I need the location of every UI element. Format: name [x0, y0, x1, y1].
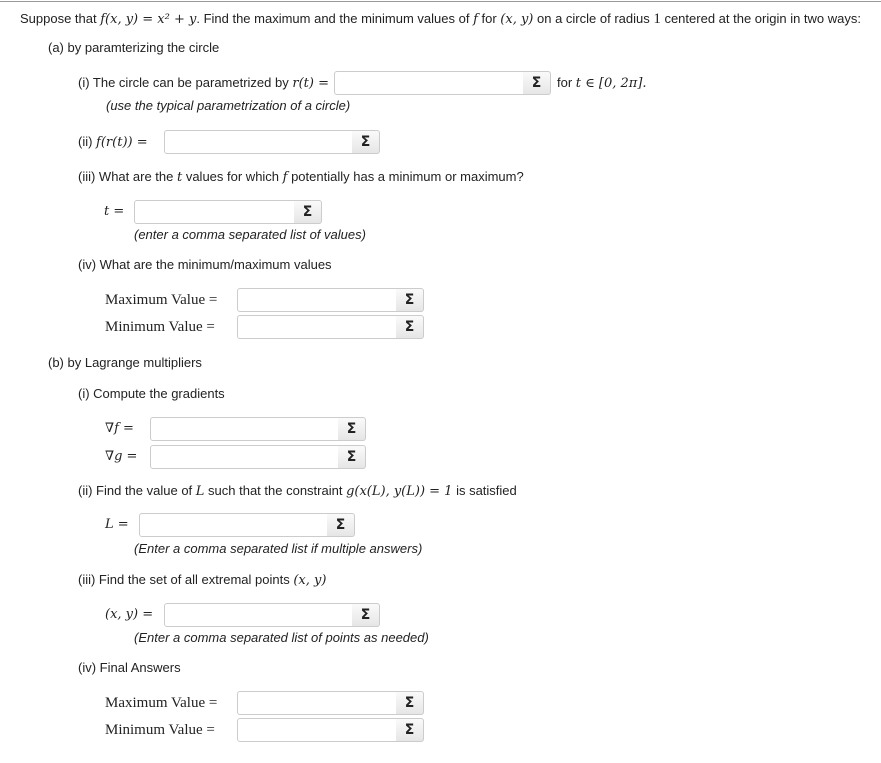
- sigma-button[interactable]: Σ: [338, 445, 366, 469]
- min-value-label: Minimum Value =: [105, 722, 215, 738]
- max-value-label: Maximum Value =: [105, 292, 218, 308]
- parametrization-input[interactable]: [334, 71, 524, 95]
- grad-g-label: ∇g =: [105, 449, 138, 464]
- sigma-button[interactable]: Σ: [523, 71, 551, 95]
- b-iii-hint: (Enter a comma separated list of points as needed): [134, 630, 429, 645]
- t-symbol: t: [176, 170, 183, 185]
- xy-symbol: (x, y): [500, 12, 534, 27]
- b-ii-question: [78, 482, 517, 501]
- t-equals-label: t =: [104, 204, 125, 219]
- a-ii-text: (ii): [78, 134, 97, 149]
- xy-math: (x, y): [293, 573, 327, 588]
- sigma-button[interactable]: Σ: [352, 130, 380, 154]
- q-text: (iii) Find the set of all extremal points: [78, 572, 294, 587]
- intro-text: . Find the maximum and the minimum values of: [196, 11, 474, 26]
- a-max-value-input[interactable]: [237, 288, 397, 312]
- max-value-label: Maximum Value =: [105, 695, 218, 711]
- q-text: potentially has a minimum or maximum?: [287, 169, 524, 184]
- xy-equals-label: (x, y) =: [105, 607, 154, 622]
- intro-text: Suppose that: [20, 11, 101, 26]
- a-i-label: [78, 74, 329, 93]
- sigma-button[interactable]: Σ: [294, 200, 322, 224]
- t-domain: [557, 74, 647, 93]
- f-of-r-input[interactable]: [164, 130, 353, 154]
- sigma-button[interactable]: Σ: [352, 603, 380, 627]
- intro-text: for: [477, 11, 501, 26]
- q-text: such that the constraint: [204, 483, 347, 498]
- q-text: (ii) Find the value of: [78, 483, 196, 498]
- part-b-title: (b) by Lagrange multipliers: [48, 355, 202, 370]
- sigma-button[interactable]: Σ: [396, 315, 424, 339]
- a-ii-math: f(r(t)) =: [96, 135, 148, 150]
- a-iii-hint: (enter a comma separated list of values): [134, 227, 366, 242]
- t-interval: t ∈ [0, 2π].: [575, 76, 647, 91]
- L-symbol: L: [195, 484, 205, 499]
- b-max-value-input[interactable]: [237, 691, 397, 715]
- part-a-title: (a) by paramterizing the circle: [48, 40, 220, 55]
- q-text: is satisfied: [452, 483, 517, 498]
- min-value-label: Minimum Value =: [105, 319, 215, 335]
- function-def: f(x, y) = x² + y: [100, 12, 197, 27]
- sigma-button[interactable]: Σ: [338, 417, 366, 441]
- a-i-text: (i) The circle can be parametrized by: [78, 75, 293, 90]
- grad-f-label: ∇f =: [105, 421, 134, 436]
- grad-g-input[interactable]: [150, 445, 339, 469]
- sigma-button[interactable]: Σ: [396, 718, 424, 742]
- b-ii-hint: (Enter a comma separated list if multiple answers): [134, 541, 423, 556]
- intro-text: on a circle of radius: [533, 11, 654, 26]
- q-text: (iii) What are the: [78, 169, 177, 184]
- f-symbol: f: [473, 12, 478, 27]
- a-iv-label: (iv) What are the minimum/maximum values: [78, 257, 332, 272]
- q-text: values for which: [182, 169, 283, 184]
- sigma-button[interactable]: Σ: [396, 288, 424, 312]
- sigma-button[interactable]: Σ: [327, 513, 355, 537]
- extremal-points-input[interactable]: [164, 603, 353, 627]
- constraint-math: g(x(L), y(L)) = 1: [346, 484, 453, 499]
- a-i-math: r(t) =: [292, 76, 329, 91]
- a-i-hint: (use the typical parametrization of a circle): [106, 98, 351, 113]
- top-divider: [0, 1, 881, 2]
- a-ii-label: [78, 133, 148, 152]
- problem-statement: [20, 10, 861, 29]
- b-iv-label: (iv) Final Answers: [78, 660, 181, 675]
- intro-text: centered at the origin in two ways:: [660, 11, 862, 26]
- f-symbol: f: [282, 170, 288, 185]
- b-iii-question: [78, 571, 326, 590]
- grad-f-input[interactable]: [150, 417, 339, 441]
- L-input[interactable]: [139, 513, 328, 537]
- radius-value: 1: [653, 11, 661, 27]
- a-min-value-input[interactable]: [237, 315, 397, 339]
- for-text: for: [557, 75, 576, 90]
- a-iii-question: [78, 168, 524, 187]
- b-min-value-input[interactable]: [237, 718, 397, 742]
- b-i-label: (i) Compute the gradients: [78, 386, 225, 401]
- t-values-input[interactable]: [134, 200, 295, 224]
- sigma-button[interactable]: Σ: [396, 691, 424, 715]
- L-equals-label: L =: [105, 517, 129, 532]
